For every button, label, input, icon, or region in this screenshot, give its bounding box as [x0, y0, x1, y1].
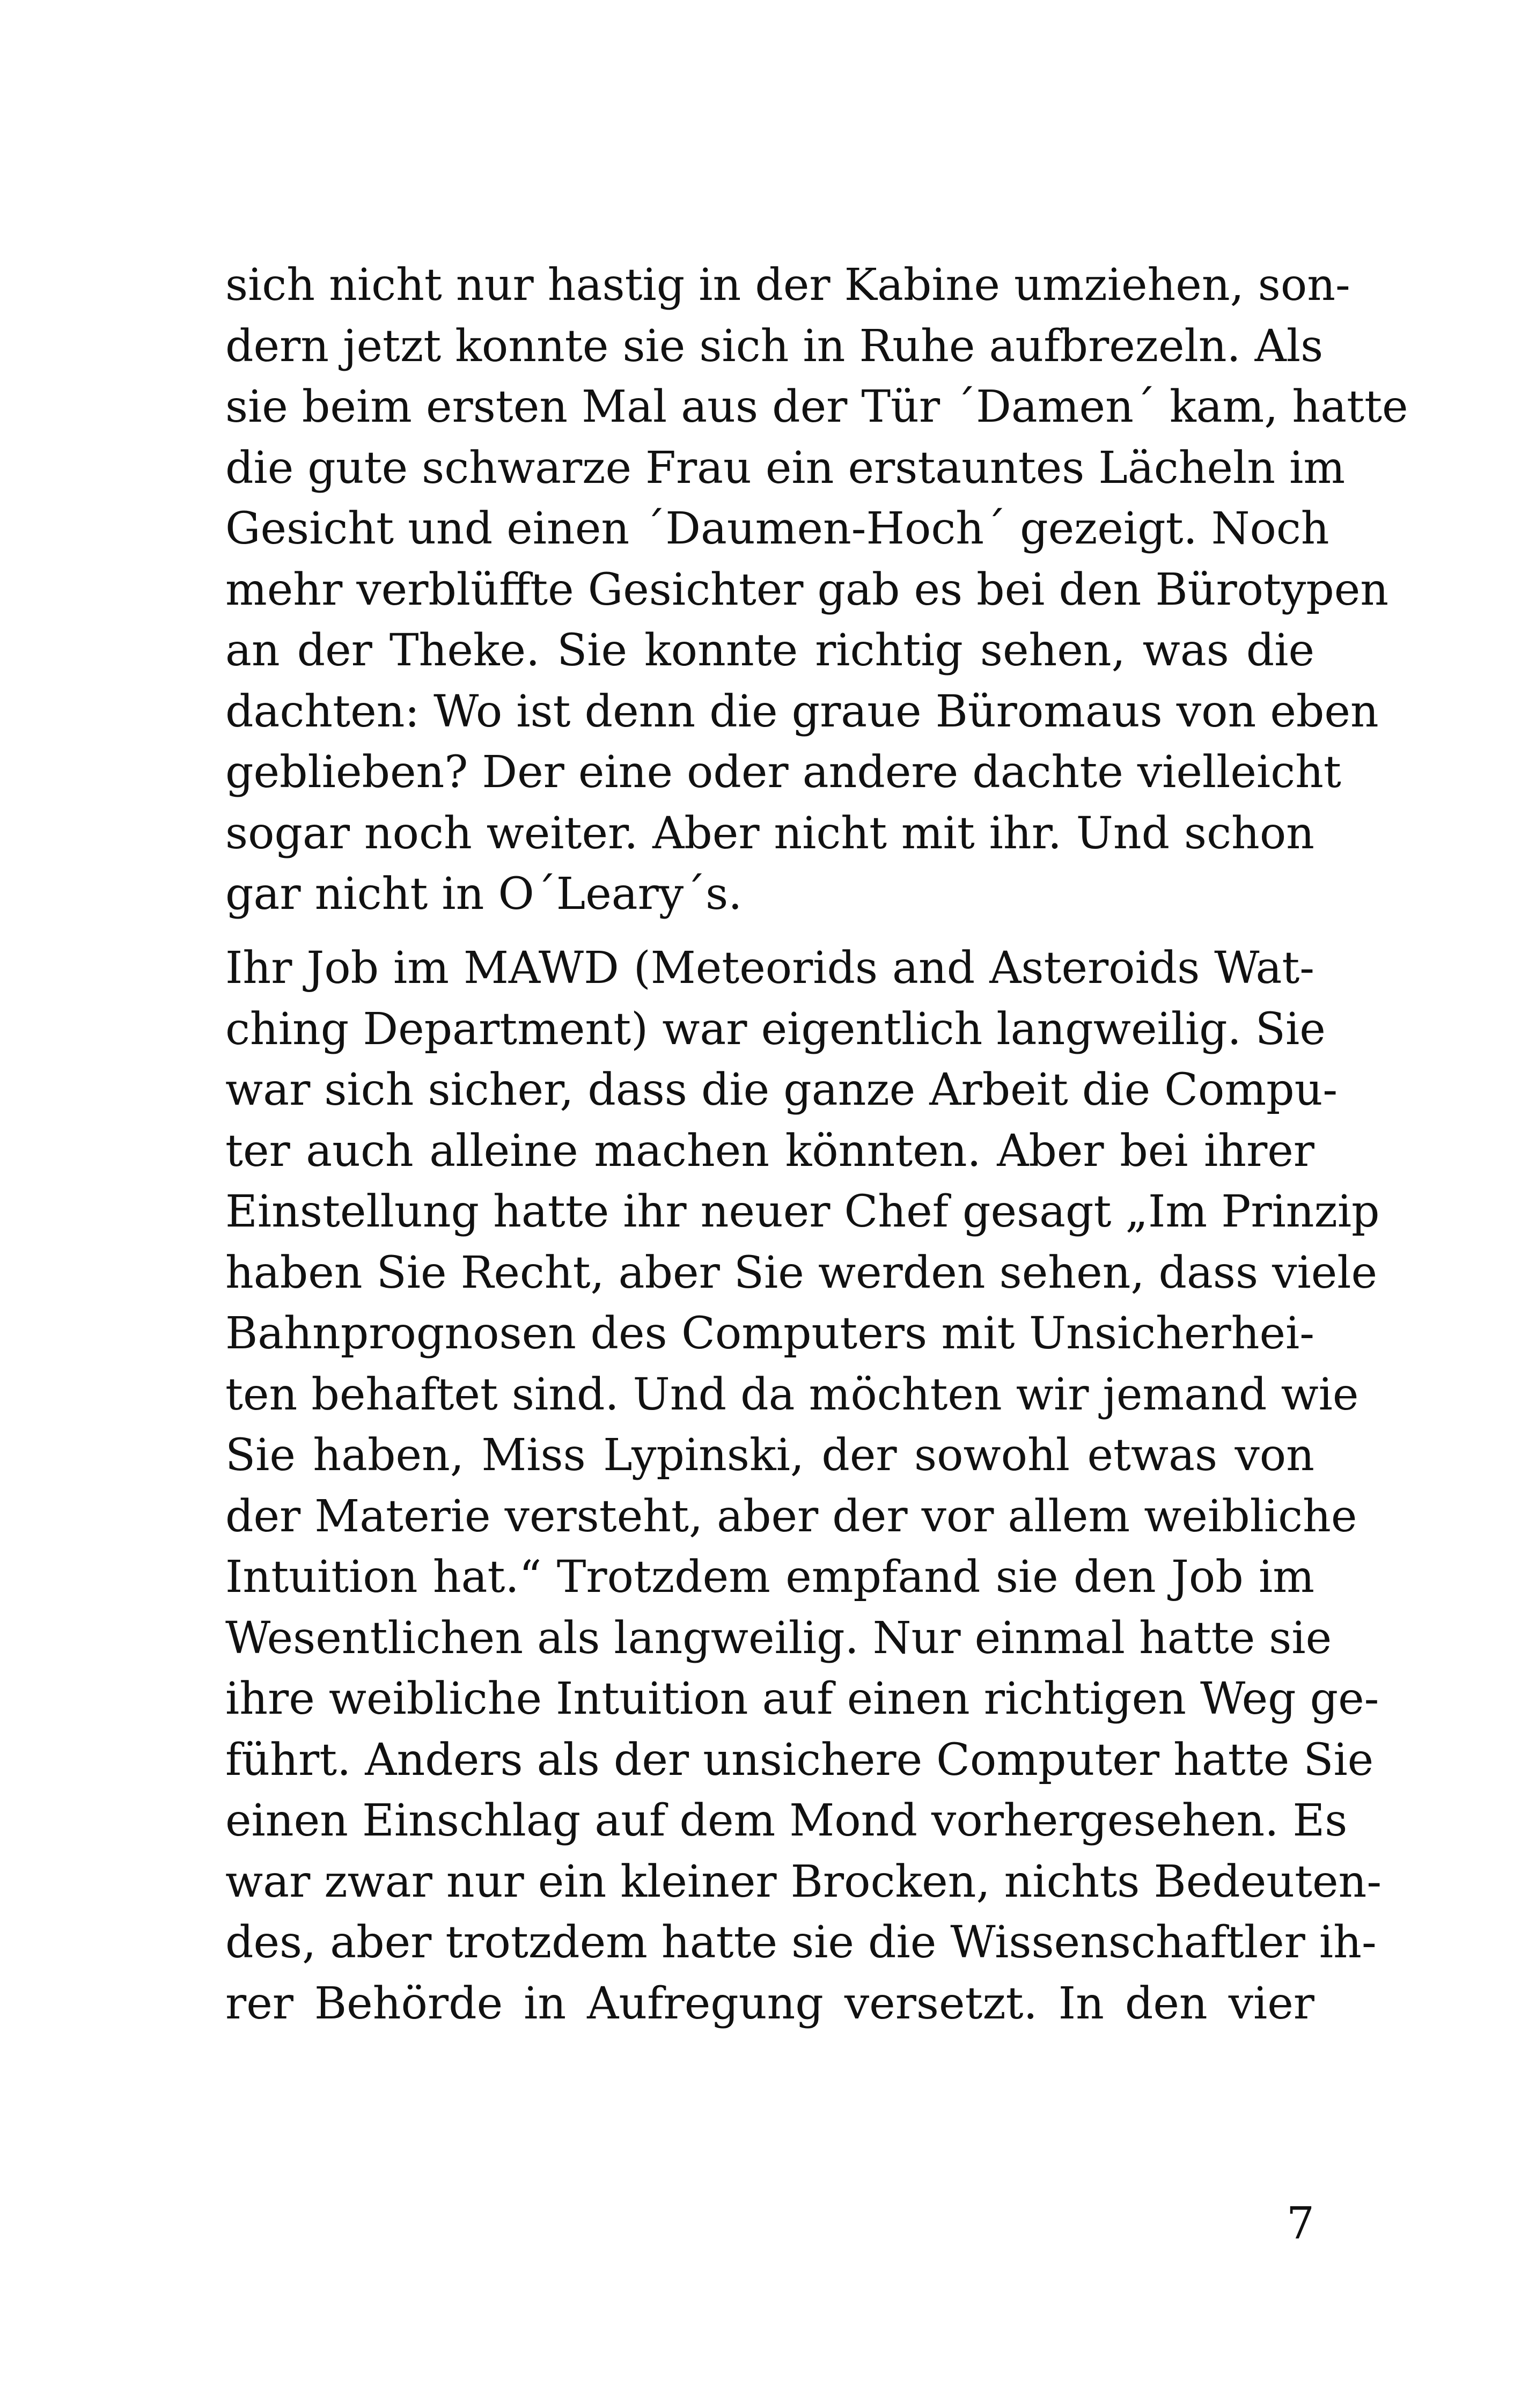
- text-line: des, aber trotzdem hatte sie die Wissenschaftler ih-: [225, 1917, 1377, 1968]
- text-line: Sie haben, Miss Lypinski, der sowohl etwas von: [225, 1430, 1314, 1481]
- text-line: der Materie versteht, aber der vor allem weibliche: [225, 1491, 1357, 1542]
- text-line: war sich sicher, dass die ganze Arbeit die Compu-: [225, 1064, 1338, 1115]
- text-line: ching Department) war eigentlich langweilig. Sie: [225, 1003, 1326, 1055]
- text-line: Einstellung hatte ihr neuer Chef gesagt „Im Prinzip: [225, 1186, 1380, 1237]
- text-line: die gute schwarze Frau ein erstauntes Lächeln im: [225, 442, 1346, 494]
- text-line: dachten: Wo ist denn die graue Büromaus von eben: [225, 686, 1379, 737]
- text-line: ten behaftet sind. Und da möchten wir jemand wie: [225, 1369, 1359, 1420]
- text-line: geblieben? Der eine oder andere dachte vielleicht: [225, 747, 1341, 798]
- text-line: gar nicht in O´Leary´s.: [225, 869, 743, 920]
- text-line: mehr verblüffte Gesichter gab es bei den Bürotypen: [225, 564, 1389, 615]
- text-line: Ihr Job im MAWD (Meteorids and Asteroids Wat-: [225, 943, 1314, 994]
- text-line: sie beim ersten Mal aus der Tür ´Damen´ kam, hatte: [225, 381, 1408, 432]
- text-line: Bahnprognosen des Computers mit Unsicherhei-: [225, 1308, 1314, 1359]
- text-line: führt. Anders als der unsichere Computer hatte Sie: [225, 1734, 1374, 1786]
- text-line: einen Einschlag auf dem Mond vorhergesehen. Es: [225, 1795, 1348, 1846]
- text-line: ihre weibliche Intuition auf einen richtigen Weg ge-: [225, 1673, 1379, 1724]
- text-line: Intuition hat.“ Trotzdem empfand sie den Job im: [225, 1552, 1314, 1603]
- text-line: ter auch alleine machen könnten. Aber bei ihrer: [225, 1125, 1314, 1177]
- text-line: war zwar nur ein kleiner Brocken, nichts Bedeuten-: [225, 1856, 1382, 1907]
- text-line: Gesicht und einen ´Daumen-Hoch´ gezeigt. Noch: [225, 503, 1329, 554]
- page-number: 7: [1286, 2198, 1314, 2249]
- text-line: an der Theke. Sie konnte richtig sehen, was die: [225, 625, 1314, 676]
- paragraph-2: [225, 938, 1382, 2034]
- text-line: sich nicht nur hastig in der Kabine umziehen, son-: [225, 260, 1350, 311]
- text-line: haben Sie Recht, aber Sie werden sehen, dass viele: [225, 1247, 1377, 1298]
- text-line: dern jetzt konnte sie sich in Ruhe aufbrezeln. Als: [225, 320, 1324, 372]
- text-line: sogar noch weiter. Aber nicht mit ihr. Und schon: [225, 807, 1314, 859]
- paragraph-1: [225, 255, 1408, 925]
- text-line: rer Behörde in Aufregung versetzt. In den vier: [225, 1978, 1314, 2029]
- text-line: Wesentlichen als langweilig. Nur einmal hatte sie: [225, 1612, 1332, 1664]
